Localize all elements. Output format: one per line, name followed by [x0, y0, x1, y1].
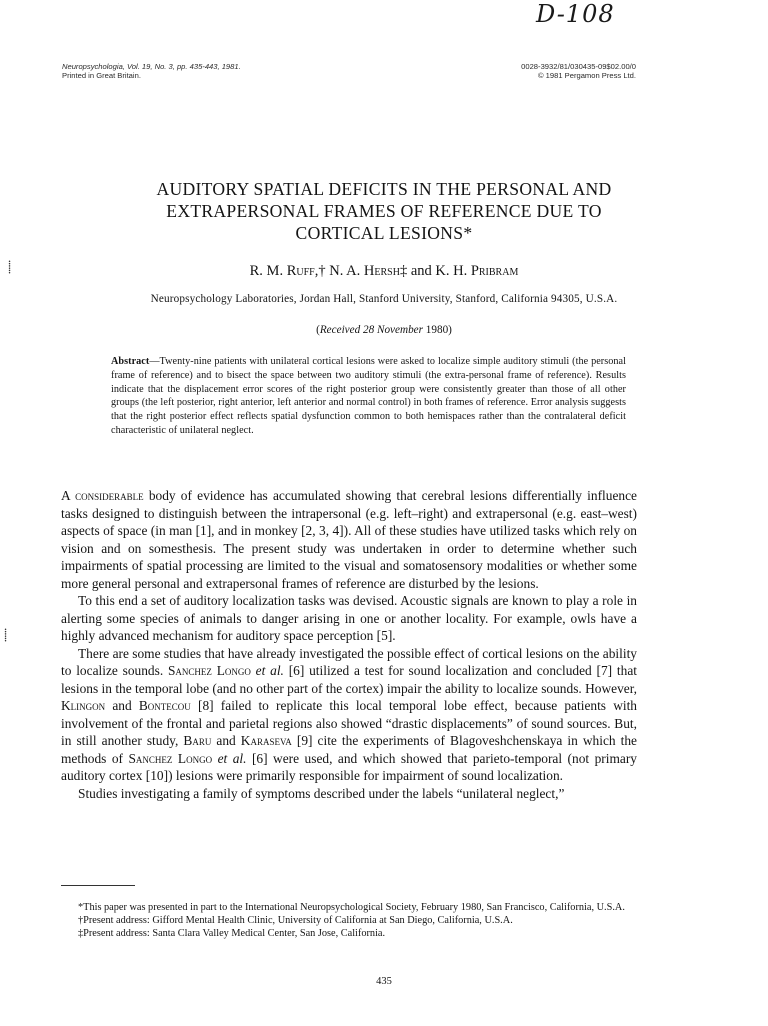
footnote: ‡Present address: Santa Clara Valley Medical Center, San Jose, California. [78, 928, 386, 940]
paragraph-text: [8] failed to replicate this local temporal lobe effect, because patients with involvement of the frontal and parietal regions also showed “drastic displacements” of sound sources. But, in still another study, [61, 698, 637, 748]
journal-citation-line: Neuropsychologia, Vol. 19, No. 3, pp. 435-443, 1981. [62, 62, 241, 71]
author-initials: K. H. [435, 263, 471, 279]
author-surname: Pribram [470, 263, 519, 279]
journal-citation [62, 62, 241, 80]
title-line: EXTRAPERSONAL FRAMES OF REFERENCE DUE TO [166, 201, 602, 221]
handwritten-page-note: D-108 [536, 0, 615, 28]
author-mark: ,† [314, 263, 330, 279]
margin-annotation-mark: ⸽ [4, 628, 8, 642]
title-line: CORTICAL LESIONS* [295, 223, 473, 243]
author-surname: Ruff [286, 263, 315, 279]
paragraph-text: [6] utilized a test for sound localization and concluded [7] that lesions in the temporal lobe (and no other part of the cortex) impair the ability to localize sounds. However, [61, 663, 638, 696]
body-paragraph [61, 487, 637, 592]
journal-printed-line: Printed in Great Britain. [62, 71, 141, 80]
copyright-line: © 1981 Pergamon Press Ltd. [537, 71, 636, 80]
paragraph-text: There are some studies that have already investigated the possible effect of cortical lesions on the ability to localize sounds. [61, 645, 637, 678]
author-initials: N. A. [329, 263, 364, 279]
page-number: 435 [376, 976, 392, 987]
paragraph-text: [6] were used, and which showed that parieto-temporal (not primary auditory cortex [10]) lesions were primarily responsible for impairment of sound localization. [61, 750, 637, 783]
received-label: Received [319, 324, 361, 336]
cited-author: Karaseva [240, 733, 292, 748]
journal-code-line: 0028-3932/81/030435-09$02.00/0 [521, 62, 636, 71]
author-initials: R. M. [249, 263, 287, 279]
footnotes [61, 901, 637, 941]
footnote-divider [61, 885, 135, 886]
author-surname: Hersh [363, 263, 400, 279]
author-mark: ‡ and [399, 263, 436, 279]
abstract [111, 355, 626, 438]
received-day-month: 28 November [360, 324, 423, 336]
cited-author: Klingon [61, 698, 106, 713]
cited-author: Bontecou [138, 698, 191, 713]
title-line: AUDITORY SPATIAL DEFICITS IN THE PERSONAL AND [156, 179, 612, 199]
paragraph-text: body of evidence has accumulated showing that cerebral lesions differentially influence tasks designed to distinguish between the intrapersonal (e.g. left–right) and extrapersonal (e.g. east–west) aspects of space (in man [1], and in monkey [2, 3, 4]). All of these studies have utilized tasks which rely on vision and on somesthesis. The present study was undertaken in order to determine whether such impairments of spatial processing are limited to the visual and somatosensory modalities or whether some more general personal and extrapersonal frames of reference are disturbed by the lesions. [61, 488, 637, 591]
received-open: ( [316, 324, 320, 336]
footnote: †Present address: Gifford Mental Health Clinic, University of California at San Diego, California, U.S.A. [78, 915, 513, 927]
paragraph-text: and [211, 733, 241, 748]
paragraph-text: and [105, 698, 139, 713]
paragraph-lead-smallcaps: considerable [75, 488, 144, 503]
cited-author: Sanchez Longo [128, 750, 213, 766]
paragraph-lead: A [61, 488, 76, 503]
received-date [0, 324, 768, 336]
body-paragraph [61, 645, 637, 785]
paragraph-text: [9] cite the experiments of Blagoveshchenskaya in which the methods of [61, 733, 638, 766]
paper-title [50, 178, 718, 244]
cited-author: Sanchez Longo [167, 663, 251, 678]
affiliation: Neuropsychology Laboratories, Jordan Hall, Stanford University, Stanford, California 94305, U.S.A. [150, 293, 618, 305]
margin-annotation-mark: ⸽ [8, 260, 12, 274]
abstract-label: Abstract [111, 356, 150, 367]
journal-codes [521, 62, 636, 80]
body-paragraph: To this end a set of auditory localization tasks was devised. Acoustic signals are known to play a role in alerting some species of animals to danger arising in one or another locality. For example, owls have a highly advanced mechanism for auditory space perception [5]. [61, 593, 637, 643]
et-al: et al. [212, 750, 247, 766]
author-list [0, 263, 768, 280]
et-al: et al. [250, 663, 284, 678]
footnote: *This paper was presented in part to the International Neuropsychological Society, February 1980, San Francisco, California, U.S.A. [78, 902, 625, 913]
cited-author: Baru [183, 733, 212, 748]
main-body [61, 487, 637, 802]
received-year: 1980) [422, 324, 452, 336]
body-paragraph: Studies investigating a family of symptoms described under the labels “unilateral neglect,” [78, 785, 565, 801]
abstract-text: —Twenty-nine patients with unilateral cortical lesions were asked to localize simple auditory stimuli (the personal frame of reference) and to bisect the space between two auditory stimuli (the extra-personal frame of reference). Results indicate that the displacement error scores of the right posterior group were consistently greater than those of all other groups (the left posterior, right anterior, left anterior and normal control) in both frames of reference. Error analysis suggests that the right posterior effect reflects spatial dysfunction common to both hemispaces rather than the contralateral deficit characteristic of unilateral neglect. [111, 356, 626, 436]
